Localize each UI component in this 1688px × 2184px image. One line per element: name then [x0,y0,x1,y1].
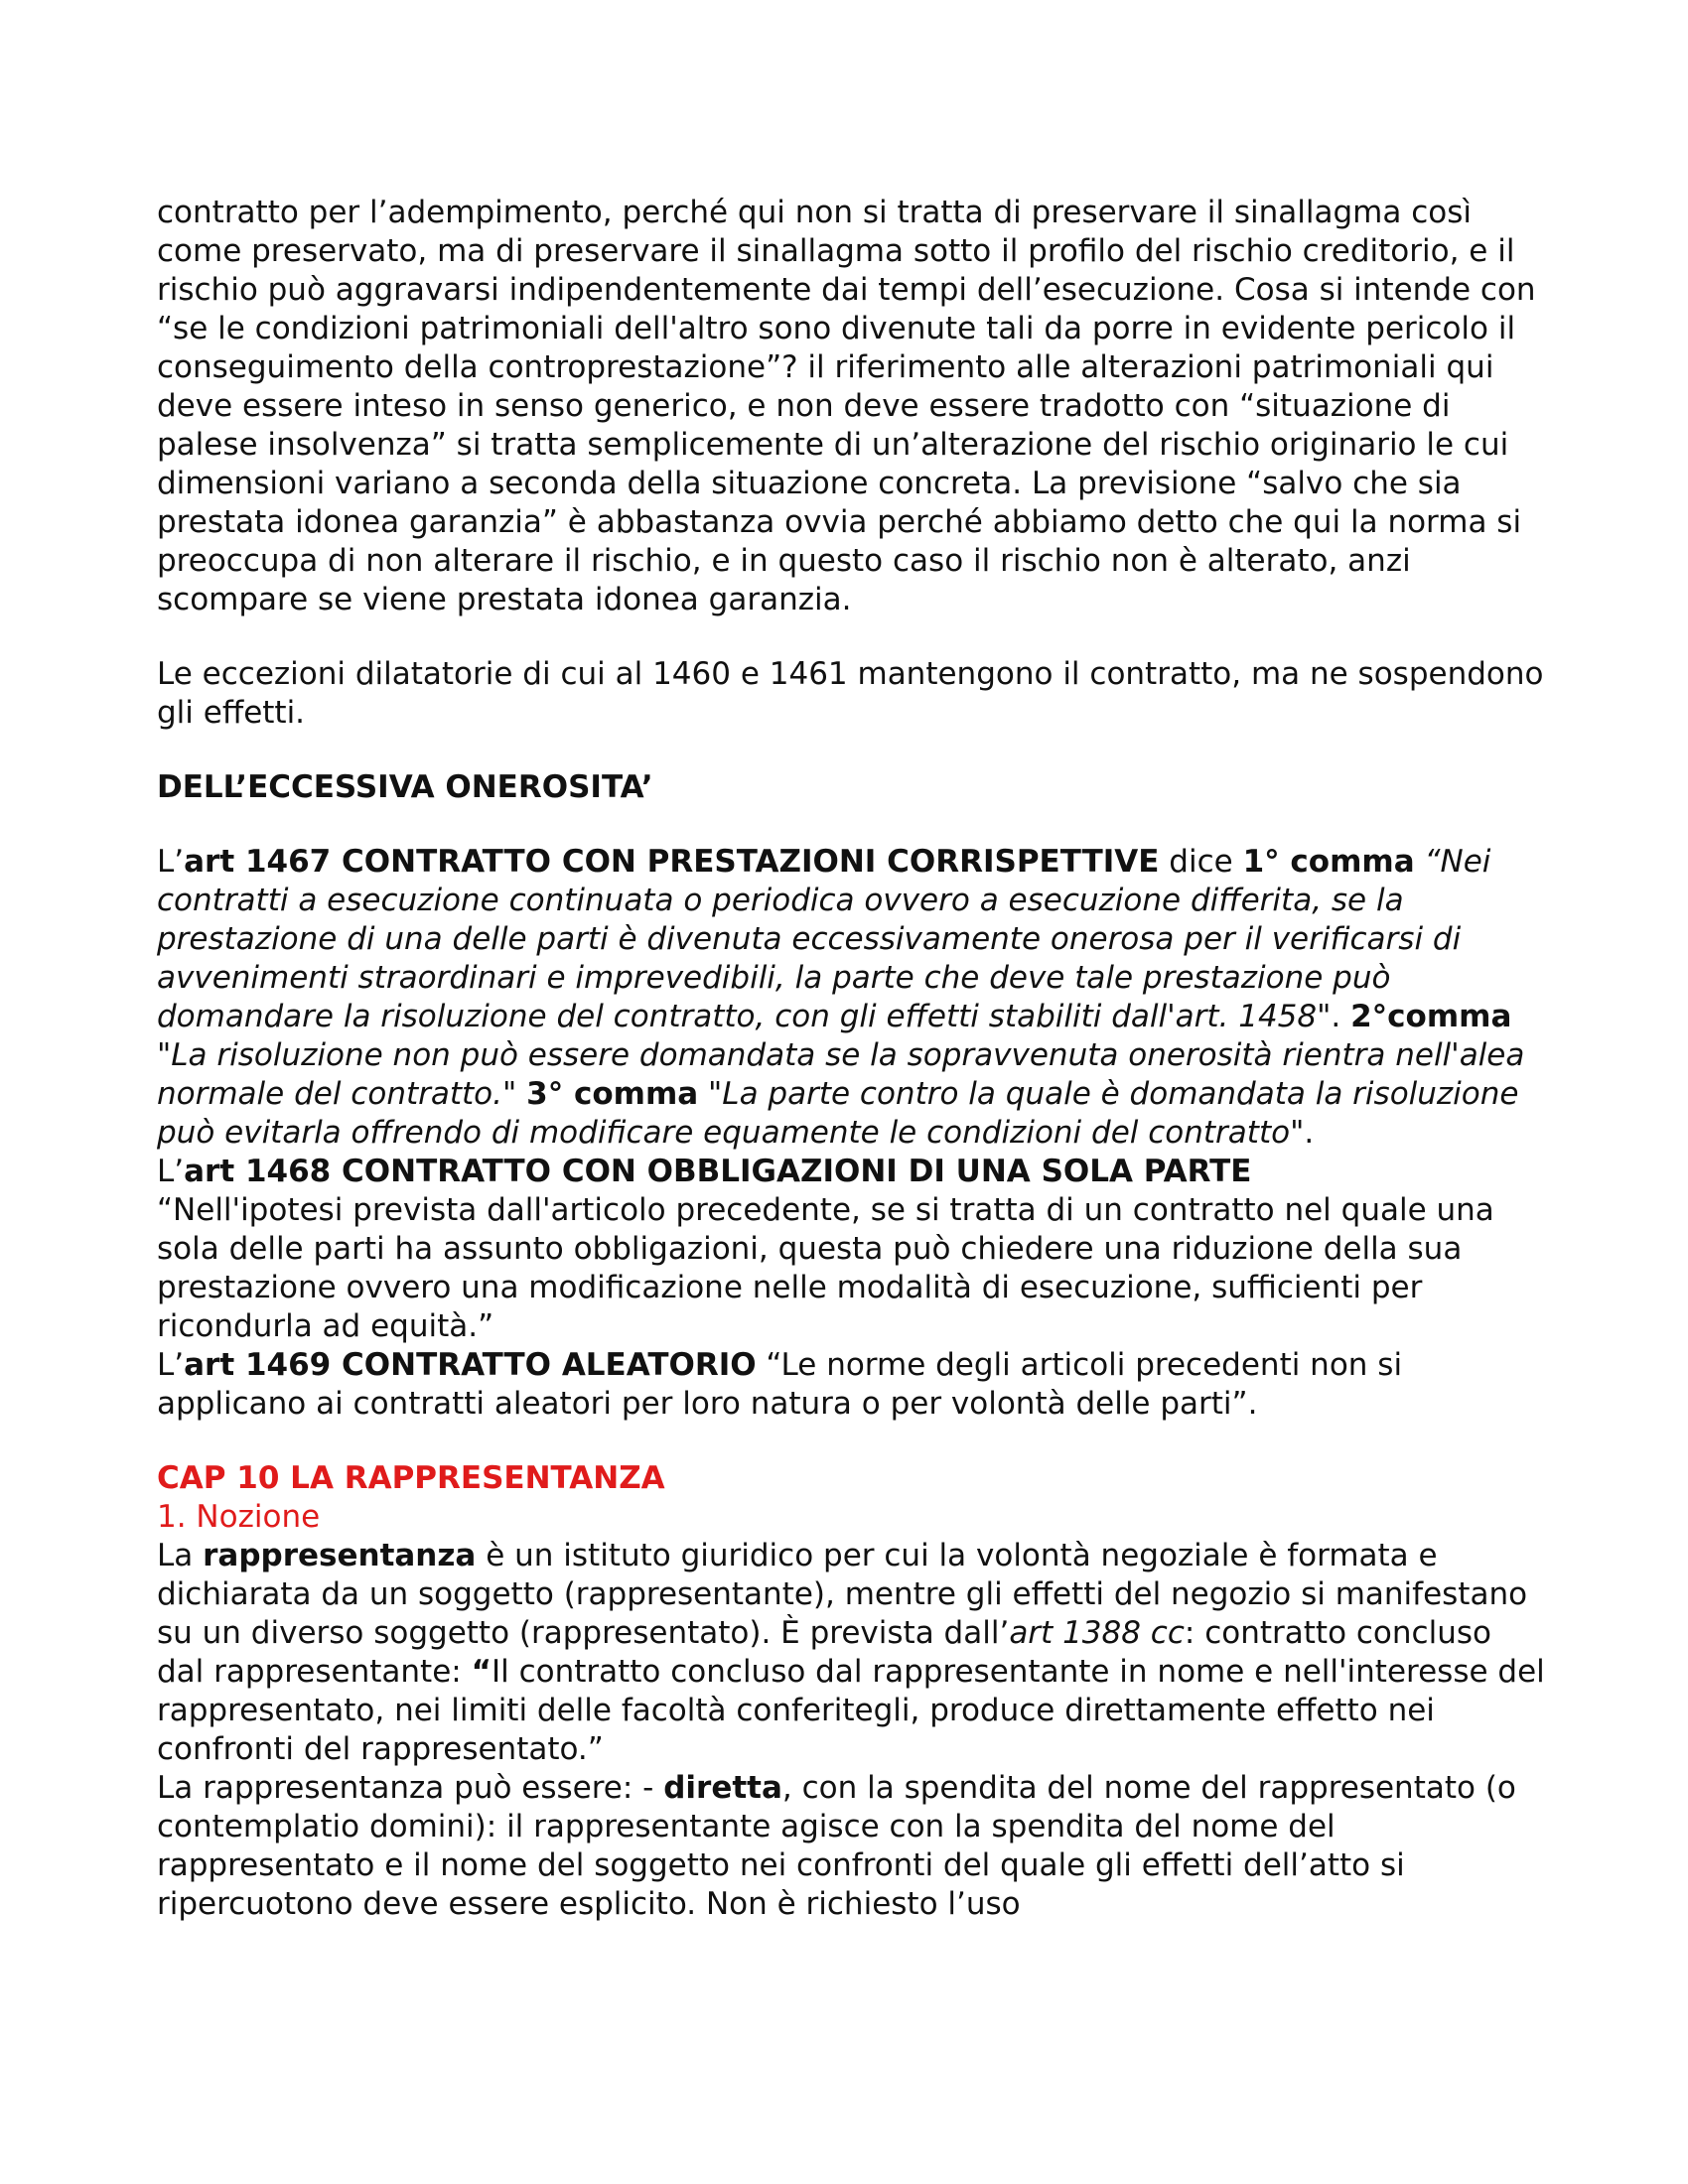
paragraph-rappresentanza-diretta [157,1769,1547,1924]
section-heading-nozione: 1. Nozione [157,1499,321,1535]
text: : contratto concluso dal rappresentante: [157,1615,1491,1690]
article-quote: “Nei contratti a esecuzione continuata o periodica ovvero a esecuzione differita, se la prestazione di una delle parti è divenuta eccessivamente onerosa per il verificarsi di avvenimenti straordinari e imprevedibili, la parte che deve tale prestazione può domandare la risoluzione del contratto, con gli effetti stabiliti dall'art. 1458" [157,844,1491,1034]
key-term: rappresentanza [203,1538,477,1573]
key-term: diretta [663,1770,782,1806]
paragraph-art-1469 [157,1346,1547,1424]
article-title: art 1468 CONTRATTO CON OBBLIGAZIONI DI UNA SOLA PARTE [184,1154,1252,1189]
spacer [157,807,1547,843]
comma-label: 1° comma [1242,844,1415,880]
text: . [1331,999,1351,1034]
paragraph-art-1468-title [157,1153,1547,1191]
text: Il contratto concluso dal rappresentante in nome e nell'interesse del rappresentato, nei limiti delle facoltà conferitegli, produce direttamente effetto nei confronti del rappresentato.” [157,1654,1545,1767]
spacer [157,619,1547,655]
comma-label: 2°comma [1350,999,1512,1034]
text: L’ [157,844,185,880]
spacer [157,733,1547,768]
text: L’ [157,1347,185,1383]
paragraph-art-1467 [157,843,1547,1153]
chapter-heading: CAP 10 LA RAPPRESENTANZA [157,1460,665,1496]
text: “Le norme degli articoli precedenti non si applicano ai contratti aleatori per loro natura o per volontà delle parti”. [157,1347,1403,1422]
text: L’ [157,1154,185,1189]
paragraph-nozione [157,1537,1547,1769]
text: dice [1159,844,1243,880]
spacer [157,1424,1547,1459]
paragraph-eccezioni-dilatatorie: Le eccezioni dilatatorie di cui al 1460 e 1461 mantengono il contratto, ma ne sospendono gli effetti. [157,656,1544,731]
paragraph-sinallagma: contratto per l’adempimento, perché qui non si tratta di preservare il sinallagma così come preservato, ma di preservare il sinallagma sotto il profilo del rischio creditorio, e il rischio può aggravarsi indipendentemente dai tempi dell’esecuzione. Cosa si intende con “se le condizioni patrimoniali dell'altro sono divenute tali da porre in evidente pericolo il conseguimento della controprestazione”? il riferimento alle alterazioni patrimoniali qui deve essere inteso in senso generico, e non deve essere tradotto con “situazione di palese insolvenza” si tratta semplicemente di un’alterazione del rischio originario le cui dimensioni variano a seconda della situazione concreta. La previsione “salvo che sia prestata idonea garanzia” è abbastanza ovvia perché abbiamo detto che qui la norma si preoccupa di non alterare il rischio, e in questo caso il rischio non è alterato, anzi scompare se viene prestata idonea garanzia. [157,195,1536,617]
article-quote: "La risoluzione non può essere domandata se la sopravvenuta onerosità rientra nell'alea normale del contratto." [157,1037,1525,1112]
legal-reference: art 1388 cc [1009,1615,1185,1651]
text: , con la spendita del nome del rappresentato (o contemplatio domini): il rappresentante agisce con la spendita del nome del rappresentato e il nome del soggetto nei confronti del quale gli effetti dell’atto si ripercuotono deve essere esplicito. Non è richiesto l’uso [157,1770,1516,1922]
comma-label: 3° comma [526,1076,699,1112]
text: La rappresentanza può essere: - [157,1770,664,1806]
paragraph-art-1468-text: “Nell'ipotesi prevista dall'articolo precedente, se si tratta di un contratto nel quale una sola delle parti ha assunto obbligazioni, questa può chiedere una riduzione della sua prestazione ovvero una modificazione nelle modalità di esecuzione, sufficienti per ricondurla ad equità.” [157,1192,1494,1344]
article-title: art 1467 CONTRATTO CON PRESTAZIONI CORRISPETTIVE [184,844,1160,880]
open-quote: “ [471,1654,492,1690]
article-title: art 1469 CONTRATTO ALEATORIO [184,1347,757,1383]
text: è un istituto giuridico per cui la volontà negoziale è formata e dichiarata da un soggetto (rappresentante), mentre gli effetti del negozio si manifestano su un diverso soggetto (rappresentato). È prevista dall’ [157,1538,1528,1651]
article-quote: "La parte contro la quale è domandata la risoluzione può evitarla offrendo di modificare equamente le condizioni del contratto" [157,1076,1519,1151]
text [516,1076,526,1112]
text: La [157,1538,204,1573]
document-page [157,194,1547,1924]
section-heading-eccessiva-onerosita: DELL’ECCESSIVA ONEROSITA’ [157,769,653,805]
text: . [1304,1115,1315,1151]
